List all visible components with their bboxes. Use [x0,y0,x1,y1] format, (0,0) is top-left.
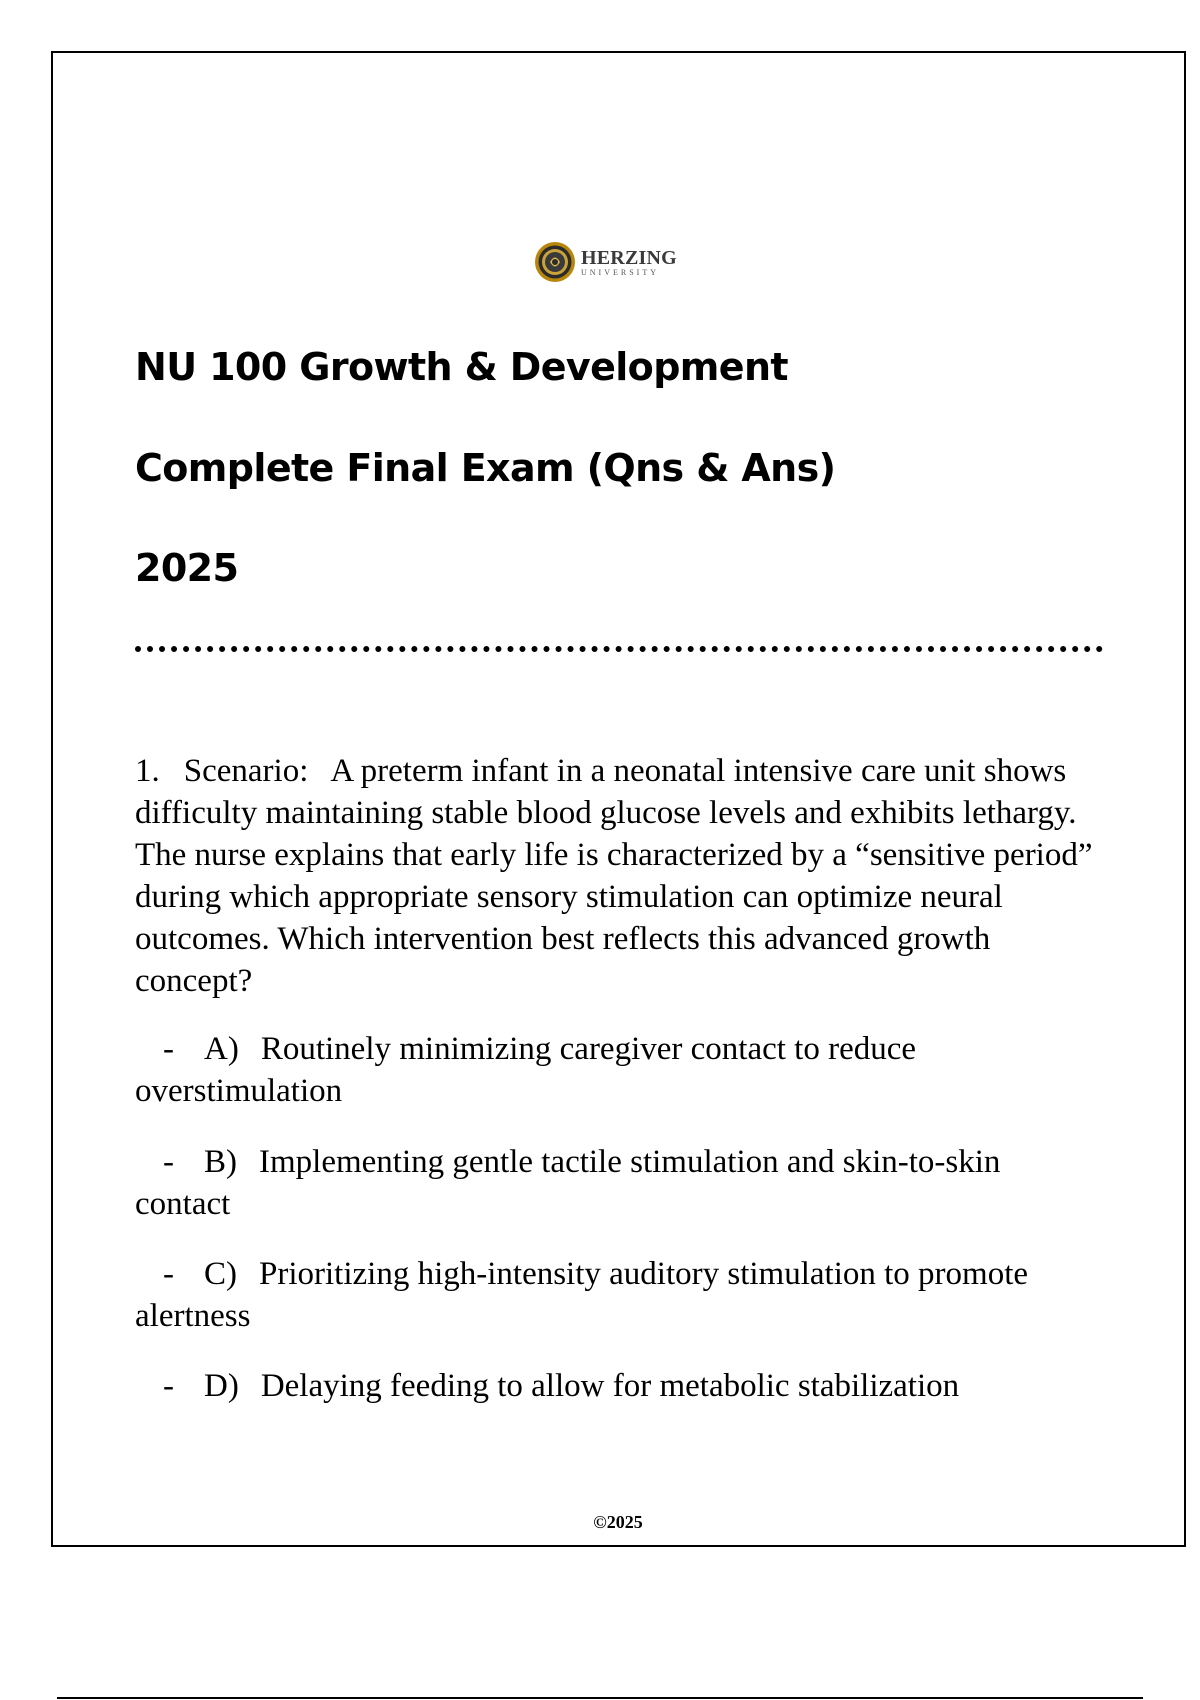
option-letter: C) [204,1256,237,1292]
bottom-divider [57,1697,1143,1699]
question-label: Scenario: [183,753,309,789]
option-b [135,1141,1095,1225]
option-text: Routinely minimizing caregiver contact to reduce overstimulation [135,1031,917,1109]
option-dash: - [163,1144,174,1180]
title-course: NU 100 Growth & Development [135,345,788,389]
option-letter: D) [204,1368,239,1404]
logo-name: HERZING [581,246,677,269]
dotted-divider [135,646,1103,652]
question-1 [135,750,1095,1002]
title-year: 2025 [135,546,239,590]
option-a [135,1028,1095,1112]
title-exam: Complete Final Exam (Qns & Ans) [135,446,836,490]
logo-subtitle: UNIVERSITY [581,267,659,277]
question-number: 1. [135,753,160,789]
option-text: Implementing gentle tactile stimulation and skin-to-skin contact [135,1144,1001,1222]
option-d [135,1365,1095,1407]
option-letter: A) [204,1031,239,1067]
option-text: Prioritizing high-intensity auditory stimulation to promote alertness [135,1256,1029,1334]
option-dash: - [163,1031,174,1067]
option-dash: - [163,1368,174,1404]
question-text: A preterm infant in a neonatal intensive care unit shows difficulty maintaining stable blood glucose levels and exhibits lethargy. The nurse explains that early life is characterized by a “sensitive period” during which appropriate sensory stimulation can optimize neural outcomes. Which intervention best reflects this advanced growth concept? [135,753,1093,999]
copyright-footer: ©2025 [593,1512,643,1532]
option-text: Delaying feeding to allow for metabolic stabilization [260,1368,960,1404]
university-logo [534,241,677,283]
option-c [135,1253,1095,1337]
option-dash: - [163,1256,174,1292]
university-seal-icon [534,241,576,283]
option-letter: B) [204,1144,237,1180]
